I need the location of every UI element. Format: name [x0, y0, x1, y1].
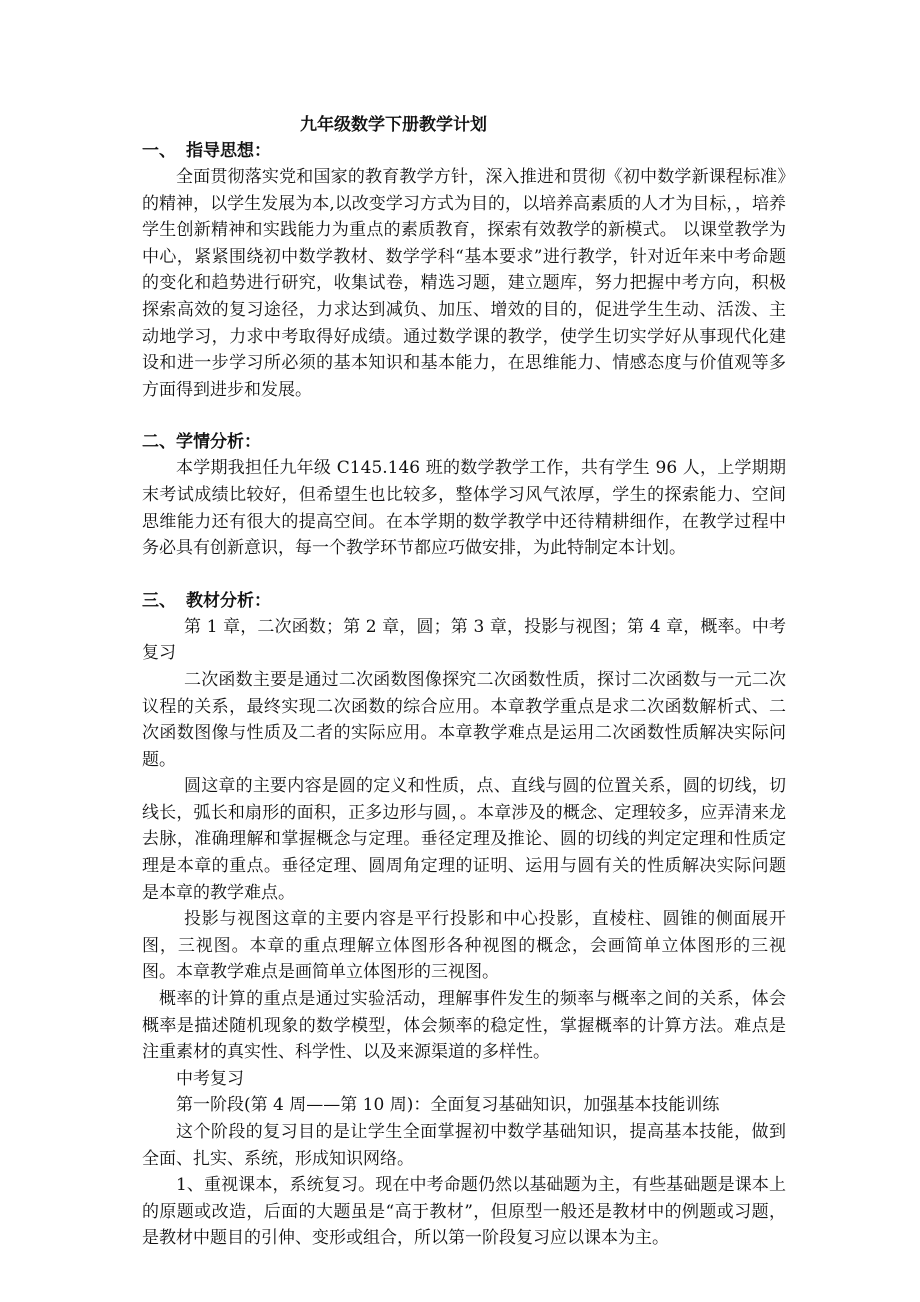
section3-title: 教材分析： — [186, 590, 271, 611]
document-title: 九年级数学下册教学计划 — [300, 115, 487, 135]
stage1-paragraph: 这个阶段的复习目的是让学生全面掌握初中数学基础知识，提高基本技能，做到全面、扎实、系统，形成知识网络。 — [142, 1122, 786, 1169]
projection-paragraph: 投影与视图这章的主要内容是平行投影和中心投影，直棱柱、圆锥的侧面展开图，三视图。本章的重点理解立体图形各种视图的概念，会画简单立体图形的三视图。本章教学难点是画简单立体图形的三视图。 — [142, 909, 786, 983]
section1-number: 一、 — [142, 141, 176, 161]
quadratic-paragraph: 二次函数主要是通过二次函数图像探究二次函数性质，探讨二次函数与一元二次议程的关系，最终实现二次函数的综合应用。本章教学重点是求二次函数解析式、二次函数图像与性质及二者的实际应用。本章教学难点是运用二次函数性质解决实际问题。 — [142, 669, 786, 770]
stage1-title: 第一阶段(第 4 周——第 10 周)：全面复习基础知识，加强基本技能训练 — [176, 1095, 720, 1116]
circle-paragraph: 圆这章的主要内容是圆的定义和性质，点、直线与圆的位置关系，圆的切线，切线长，弧长和扇形的面积，正多边形与圆，。本章涉及的概念、定理较多，应弄清来龙去脉，准确理解和掌握概念与定理。垂径定理及推论、圆的切线的判定定理和性质定理是本章的重点。垂径定理、圆周角定理的证明、运用与圆有关的性质解决实际问题是本章的教学难点。 — [142, 776, 786, 903]
section2-heading: 二、学情分析： — [142, 432, 261, 453]
section2-paragraph: 本学期我担任九年级 C145.146 班的数学教学工作，共有学生 96 人，上学期期末考试成绩比较好，但希望生也比较多，整体学习风气浓厚，学生的探索能力、空间思维能力还有很大的提高空间。在本学期的数学教学中还待精耕细作，在教学过程中务必具有创新意识，每一个教学环节都应巧做安排，为此特制定本计划。 — [142, 458, 786, 559]
section1-paragraph: 全面贯彻落实党和国家的教育教学方针，深入推进和贯彻《初中数学新课程标准》的精神，以学生发展为本,以改变学习方式为目的，以培养高素质的人才为目标，，培养学生创新精神和实践能力为重点的素质教育，探索有效教学的新模式。 以课堂教学为中心，紧紧围绕初中数学教材、数学学科“基本要求”进行教学，针对近年来中考命题的变化和趋势进行研究，收集试卷，精选习题，建立题库，努力把握中考方向，积极探索高效的复习途径，力求达到减负、加压、增效的目的，促进学生生动、活泼、主动地学习，力求中考取得好成绩。通过数学课的教学，使学生切实学好从事现代化建设和进一步学习所必须的基本知识和基本能力，在思维能力、情感态度与价值观等多方面得到进步和发展。 — [142, 167, 786, 400]
spacer — [142, 403, 786, 429]
spacer — [142, 562, 786, 588]
review-title: 中考复习 — [176, 1068, 244, 1089]
section3-number: 三、 — [142, 590, 176, 611]
chapters-paragraph: 第 1 章，二次函数；第 2 章，圆；第 3 章，投影与视图；第 4 章，概率。中考复习 — [142, 616, 786, 664]
section3-heading — [142, 588, 786, 614]
item1-paragraph: 1、重视课本，系统复习。现在中考命题仍然以基础题为主，有些基础题是课本上的原题或改造，后面的大题虽是“高于教材”，但原型一般还是教材中的例题或习题，是教材中题目的引伸、变形或组合，所以第一阶段复习应以课本为主。 — [142, 1175, 786, 1249]
document-body — [142, 112, 786, 1252]
section1-title: 指导思想： — [186, 141, 271, 161]
probability-paragraph: 概率的计算的重点是通过实验活动，理解事件发生的频率与概率之间的关系，体会概率是描述随机现象的数学模型，体会频率的稳定性，掌握概率的计算方法。难点是注重素材的真实性、科学性、以及来源渠道的多样性。 — [142, 989, 786, 1063]
section1-heading — [142, 138, 786, 164]
